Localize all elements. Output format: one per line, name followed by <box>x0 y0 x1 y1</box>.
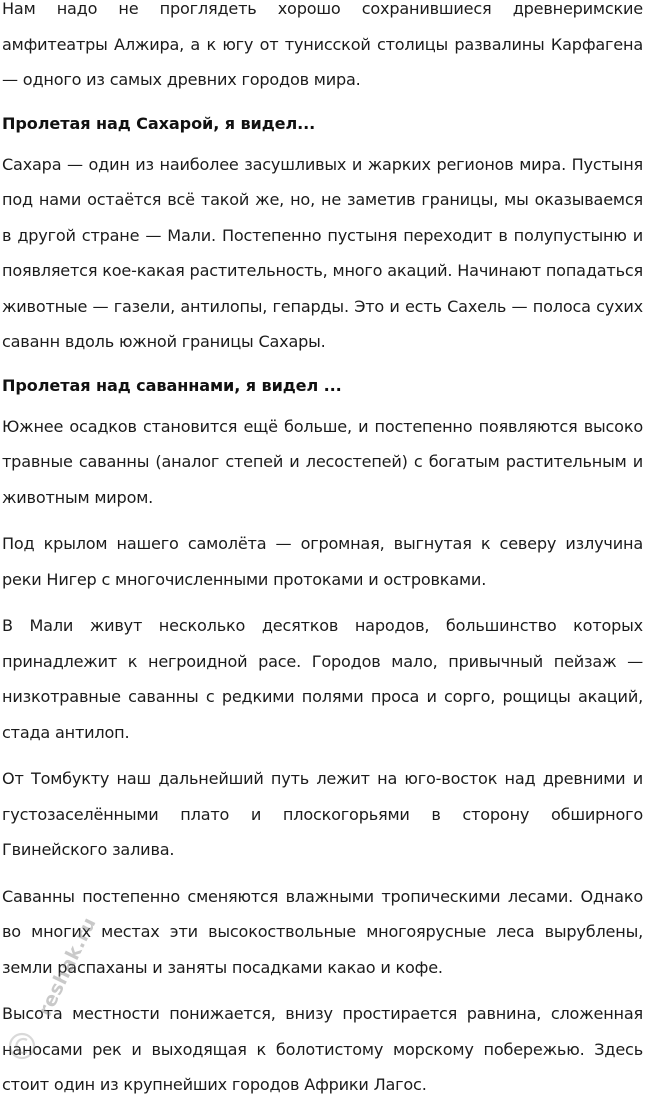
watermark-text: reshak.ru <box>34 913 101 1020</box>
paragraph-niger: Под крылом нашего самолёта — огромная, выгнутая к северу излучина реки Нигер с многочисленными протоками и островками. <box>2 534 643 589</box>
paragraph-lagos: Высота местности понижается, внизу простирается равнина, сложенная наносами рек и выходящая к болотистому морскому побережью. Здесь стоит один из крупнейших городов Африки Лагос. <box>2 1004 643 1094</box>
paragraph-sahara: Сахара — один из наиболее засушливых и жарких регионов мира. Пустыня под нами остаётся всё такой же, но, не заметив границы, мы оказываемся в другой стране — Мали. Постепенно пустыня переходит в полупустыню и появляется кое-какая растительность, много акаций. Начинают попадаться животные — газели, антилопы, гепарды. Это и есть Сахель — полоса сухих саванн вдоль южной границы Сахары. <box>2 154 643 351</box>
heading-sahara: Пролетая над Сахарой, я видел... <box>2 113 316 133</box>
heading-savannas: Пролетая над саваннами, я видел ... <box>2 375 342 395</box>
paragraph-savannas: Южнее осадков становится ещё больше, и постепенно появляются высоко травные саванны (аналог степей и лесостепей) с богатым растительным и животным миром. <box>2 416 643 507</box>
paragraph-carthage: Нам надо не проглядеть хорошо сохранившиеся древнеримские амфитеатры Алжира, а к югу от тунисской столицы развалины Карфагена — одного из самых древних городов мира. <box>2 0 643 89</box>
paragraph-timbuktu: От Томбукту наш дальнейший путь лежит на юго-восток над древними и густозаселёнными плато и плоскогорьями в сторону обширного Гвинейского залива. <box>2 769 643 859</box>
paragraph-mali: В Мали живут несколько десятков народов, большинство которых принадлежит к негроидной расе. Городов мало, привычный пейзаж — низкотравные саванны с редкими полями проса и сорго, рощицы акаций, стада антилоп. <box>2 616 643 742</box>
paragraph-forests: Саванны постепенно сменяются влажными тропическими лесами. Однако во многих местах эти высокоствольные многоярусные леса вырублены, земли распаханы и заняты посадками какао и кофе. <box>2 886 643 977</box>
